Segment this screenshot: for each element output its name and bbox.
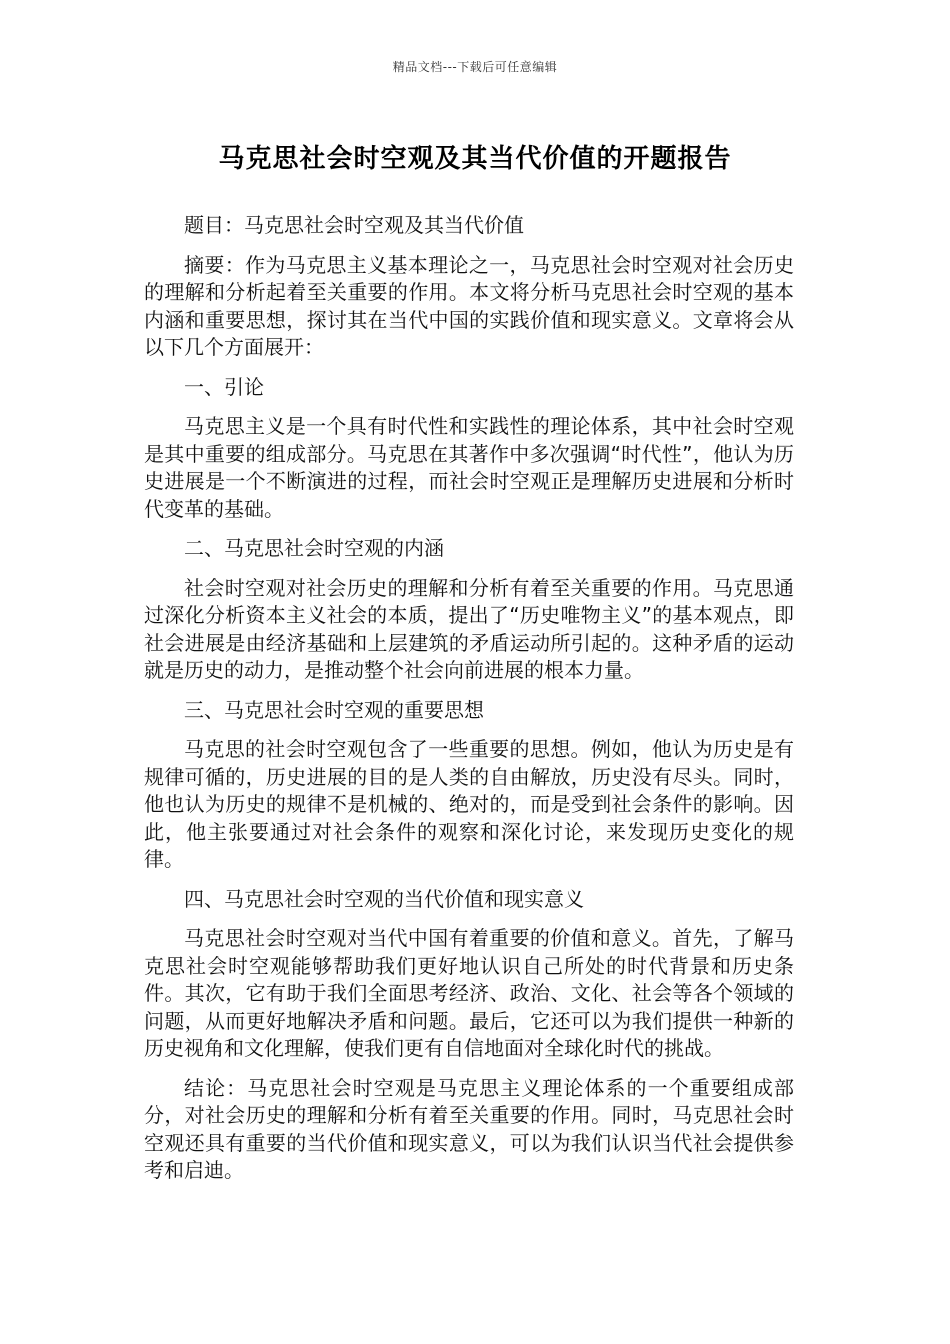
header-note: 精品文档---下载后可任意编辑 bbox=[392, 60, 558, 74]
important-thoughts-paragraph: 马克思的社会时空观包含了一些重要的思想。例如，他认为历史是有规律可循的，历史进展的目的是人类的自由解放，历史没有尽头。同时，他也认为历史的规律不是机械的、绝对的，而是受到社会条件的影响。因此，他主张要通过对社会条件的观察和深化讨论，来发现历史变化的规律。 bbox=[144, 737, 794, 871]
abstract-paragraph: 摘要：作为马克思主义基本理论之一，马克思社会时空观对社会历史的理解和分析起着至关重要的作用。本文将分析马克思社会时空观的基本内涵和重要思想，探讨其在当代中国的实践价值和现实意义。文章将会从以下几个方面展开： bbox=[144, 252, 794, 359]
page-title: 马克思社会时空观及其当代价值的开题报告 bbox=[218, 144, 732, 174]
section-heading-connotation: 二、马克思社会时空观的内涵 bbox=[184, 536, 444, 560]
introduction-paragraph: 马克思主义是一个具有时代性和实践性的理论体系，其中社会时空观是其中重要的组成部分。马克思在其著作中多次强调“时代性”，他认为历史进展是一个不断演进的过程，而社会时空观正是理解历史进展和分析时代变革的基础。 bbox=[144, 414, 794, 521]
section-heading-contemporary-value: 四、马克思社会时空观的当代价值和现实意义 bbox=[184, 886, 584, 911]
document-body bbox=[144, 212, 794, 1197]
section-heading-important-thoughts: 三、马克思社会时空观的重要思想 bbox=[184, 697, 484, 722]
connotation-paragraph: 社会时空观对社会历史的理解和分析有着至关重要的作用。马克思通过深化分析资本主义社会的本质，提出了“历史唯物主义”的基本观点，即社会进展是由经济基础和上层建筑的矛盾运动所引起的。这种矛盾的运动就是历史的动力，是推动整个社会向前进展的根本力量。 bbox=[144, 575, 794, 682]
contemporary-value-paragraph: 马克思社会时空观对当代中国有着重要的价值和意义。首先，了解马克思社会时空观能够帮助我们更好地认识自己所处的时代背景和历史条件。其次，它有助于我们全面思考经济、政治、文化、社会等各个领域的问题，从而更好地解决矛盾和问题。最后，它还可以为我们提供一种新的历史视角和文化理解，使我们更有自信地面对全球化时代的挑战。 bbox=[144, 926, 794, 1060]
conclusion-paragraph: 结论：马克思社会时空观是马克思主义理论体系的一个重要组成部分，对社会历史的理解和分析有着至关重要的作用。同时，马克思社会时空观还具有重要的当代价值和现实意义，可以为我们认识当代社会提供参考和启迪。 bbox=[144, 1075, 794, 1182]
section-heading-introduction: 一、引论 bbox=[184, 374, 264, 399]
subject-line: 题目：马克思社会时空观及其当代价值 bbox=[184, 213, 524, 237]
